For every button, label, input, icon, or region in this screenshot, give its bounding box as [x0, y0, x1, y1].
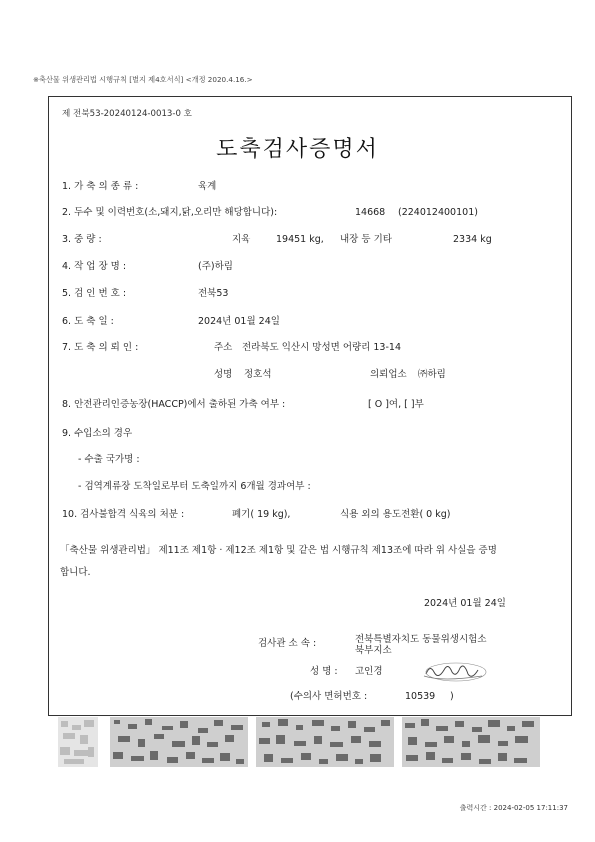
- item-10-label: 10. 검사불합격 식육의 처분 :: [62, 509, 185, 520]
- license-close-paren: ): [450, 691, 454, 702]
- item-6-value: 2024년 01월 24일: [198, 316, 280, 327]
- item-9-export-country: - 수출 국가명 :: [78, 454, 140, 465]
- print-time: [460, 802, 568, 814]
- license-label: (수의사 면허번호 :: [290, 691, 368, 702]
- item-9-quarantine-elapsed: - 검역계류장 도착일로부터 도축일까지 6개월 경과여부 :: [78, 481, 311, 492]
- item-6-label: 6. 도 축 일 :: [62, 316, 114, 327]
- item-9-label: 9. 수입소의 경우: [62, 428, 133, 439]
- item-4-label: 4. 작 업 장 명 :: [62, 261, 127, 272]
- inspector-name-label: 성 명 :: [310, 666, 338, 677]
- inspector-office-line-2: 북부지소: [355, 645, 392, 656]
- print-time-label: 출력시간 :: [459, 804, 492, 812]
- item-7-label: 7. 도 축 의 뢰 인 :: [62, 342, 139, 353]
- item-3-carcass-label: 지육: [232, 234, 251, 245]
- item-4-value: (주)하림: [198, 261, 233, 272]
- form-header-note: ※축산물 위생관리법 시행규칙 [별지 제4호서식] <개정 2020.4.16.>: [33, 75, 253, 84]
- item-7-name-label: 성명: [214, 369, 233, 380]
- issue-date: 2024년 01월 24일: [424, 598, 506, 609]
- item-5-value: 전북53: [198, 288, 229, 299]
- legal-statement-line-1: 「축산물 위생관리법」 제11조 제1항 · 제12조 제1항 및 같은 법 시행규칙 제13조에 따라 위 사실을 증명: [60, 545, 497, 556]
- item-3-carcass-weight: 19451 kg,: [276, 234, 324, 245]
- item-10-other-use: 식용 외의 용도전환( 0 kg): [340, 509, 451, 520]
- inspector-office-line-1: 전북특별자치도 동물위생시험소: [355, 634, 487, 645]
- item-2-count: 14668: [355, 207, 386, 218]
- document-title: 도축검사증명서: [216, 137, 379, 162]
- item-1-label: 1. 가 축 의 종 류 :: [62, 181, 139, 192]
- item-7-business-value: ㈜하림: [418, 369, 446, 380]
- item-3-other-weight: 2334 kg: [453, 234, 492, 245]
- item-7-business-label: 의뢰업소: [370, 369, 407, 380]
- security-pattern-1: [110, 717, 248, 767]
- signature-scribble: [422, 658, 492, 684]
- item-3-other-label: 내장 등 기타: [340, 234, 392, 245]
- certificate-number: 제 전북53-20240124-0013-0 호: [62, 109, 192, 119]
- item-1-value: 육계: [198, 181, 217, 192]
- security-mark-small: [58, 717, 98, 767]
- item-3-label: 3. 중 량 :: [62, 234, 102, 245]
- inspector-office-label: 검사관 소 속 :: [258, 638, 317, 649]
- print-time-value: 2024-02-05 17:11:37: [493, 804, 568, 812]
- item-2-label: 2. 두수 및 이력번호(소,돼지,닭,오리만 해당합니다):: [62, 207, 278, 218]
- item-8-label: 8. 안전관리인증농장(HACCP)에서 출하된 가축 여부 :: [62, 399, 286, 410]
- item-7-name-value: 정호석: [244, 369, 272, 380]
- item-7-address-value: 전라북도 익산시 망성면 어량리 13-14: [242, 342, 401, 353]
- legal-statement-line-2: 합니다.: [60, 567, 91, 578]
- item-5-label: 5. 검 인 번 호 :: [62, 288, 127, 299]
- item-8-value: [ O ]여, [ ]부: [368, 399, 424, 410]
- security-pattern-2: [256, 717, 394, 767]
- license-number: 10539: [405, 691, 436, 702]
- security-pattern-3: [402, 717, 540, 767]
- inspector-name-value: 고인경: [355, 666, 383, 677]
- item-7-address-label: 주소: [214, 342, 233, 353]
- item-10-disposal: 폐기( 19 kg),: [232, 509, 291, 520]
- item-2-trace-number: (224012400101): [398, 207, 478, 218]
